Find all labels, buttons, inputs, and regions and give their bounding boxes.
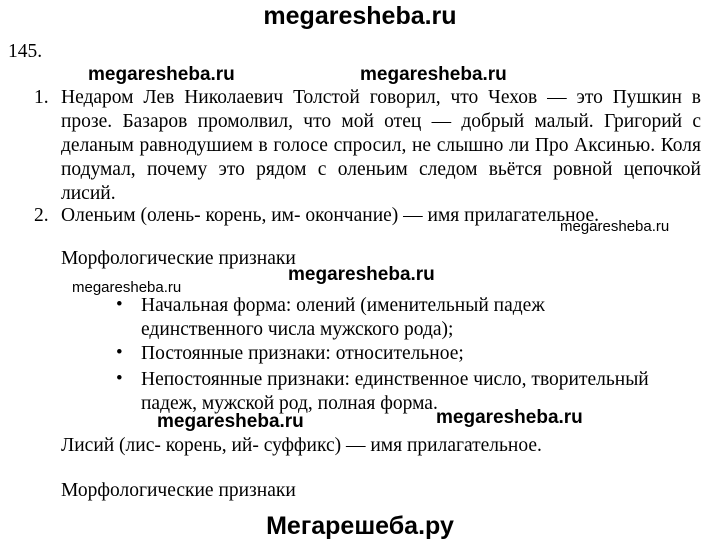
exercise-number: 145. xyxy=(8,41,43,62)
bullet-dot-icon: • xyxy=(116,294,123,315)
watermark-right-small: megaresheba.ru xyxy=(560,218,670,235)
item-2-marker: 2. xyxy=(34,205,49,226)
bullet-1-line-1: Начальная форма: олений (именительный падеж xyxy=(141,295,545,316)
watermark-lower-right: megaresheba.ru xyxy=(436,407,583,428)
bullet-dot-icon: • xyxy=(116,368,123,389)
bullet-dot-icon: • xyxy=(116,342,123,363)
lisiy-line: Лисий (лис- корень, ий- суффикс) — имя прилагательное. xyxy=(61,435,542,456)
morph-heading-1: Морфологические признаки xyxy=(61,248,296,269)
bullet-3-line-2: падеж, мужской род, полная форма. xyxy=(141,393,438,414)
watermark-top: megaresheba.ru xyxy=(263,2,457,30)
watermark-left-small: megaresheba.ru xyxy=(72,279,182,296)
morph-heading-2: Морфологические признаки xyxy=(61,480,296,501)
watermark-mid-1: megaresheba.ru xyxy=(88,64,235,85)
watermark-footer: Мегарешеба.ру xyxy=(266,512,454,540)
watermark-lower: megaresheba.ru xyxy=(157,411,304,432)
item-2-text: Оленьим (олень- корень, им- окончание) — имя прилагательное. xyxy=(61,205,600,226)
item-1-marker: 1. xyxy=(34,87,49,108)
bullet-2-line-1: Постоянные признаки: относительное; xyxy=(141,343,464,364)
bullet-3-line-1: Непостоянные признаки: единственное число, творительный xyxy=(141,369,649,390)
item-1-text: Недаром Лев Николаевич Толстой говорил, что Чехов — это Пушкин в прозе. Базаров промолвил, что мой отец — добрый малый. Григорий с деланым равнодушием в голосе спросил, не слышно ли Про Аксинью. Коля подумал, почему это рядом с оленьим следом вьётся ровной цепочкой лисий. xyxy=(61,87,701,204)
watermark-center: megaresheba.ru xyxy=(288,264,435,285)
watermark-mid-2: megaresheba.ru xyxy=(360,64,507,85)
bullet-1-line-2: единственного числа мужского рода); xyxy=(141,319,454,340)
